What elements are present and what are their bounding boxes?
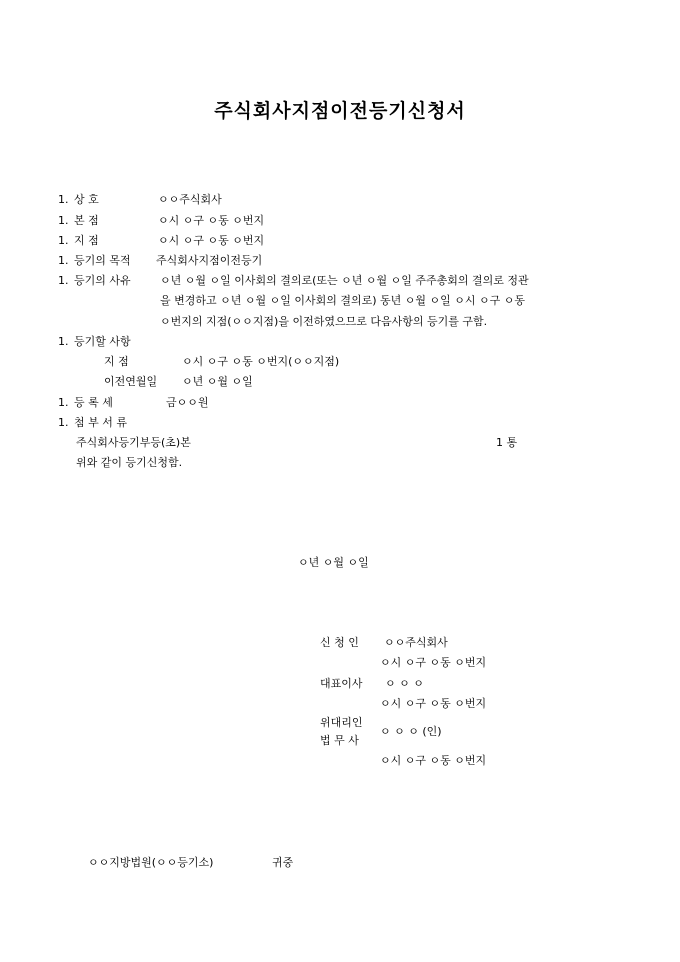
representative-name: ㅇ ㅇ ㅇ [385, 677, 424, 690]
matters-branch-label: 지 점 [104, 355, 129, 368]
tax-label: 등 록 세 [74, 396, 113, 409]
applicant-name: ㅇㅇ주식회사 [384, 636, 448, 649]
court-suffix: 귀중 [272, 856, 294, 869]
agent-name: ㅇ ㅇ ㅇ (인) [380, 725, 442, 738]
item-bullet: 1. [58, 274, 69, 287]
branch-value: ㅇ시 ㅇ구 ㅇ동 ㅇ번지 [158, 234, 265, 247]
branch-label: 지 점 [74, 234, 99, 247]
item-bullet: 1. [58, 193, 69, 206]
attachment-document: 주식회사등기부등(초)본 [76, 436, 191, 449]
court-name: ㅇㅇ지방법원(ㅇㅇ등기소) [88, 856, 214, 869]
cause-line-3: ㅇ번지의 지점(ㅇㅇ지점)을 이전하였으므로 다음사항의 등기를 구함. [160, 315, 488, 328]
head-office-value: ㅇ시 ㅇ구 ㅇ동 ㅇ번지 [158, 214, 265, 227]
application-date: ㅇ년 ㅇ월 ㅇ일 [298, 556, 369, 569]
closing-statement: 위와 같이 등기신청함. [76, 456, 183, 469]
trade-name-label: 상 호 [74, 193, 99, 206]
agent-address: ㅇ시 ㅇ구 ㅇ동 ㅇ번지 [380, 754, 487, 767]
cause-line-2: 을 변경하고 ㅇ년 ㅇ월 ㅇ일 이사회의 결의로) 동년 ㅇ월 ㅇ일 ㅇ시 ㅇ구 ㅇ동 [160, 294, 526, 307]
head-office-label: 본 점 [74, 214, 99, 227]
matters-label: 등기할 사항 [74, 335, 131, 348]
item-bullet: 1. [58, 396, 69, 409]
representative-address: ㅇ시 ㅇ구 ㅇ동 ㅇ번지 [380, 697, 487, 710]
matters-branch-value: ㅇ시 ㅇ구 ㅇ동 ㅇ번지(ㅇㅇ지점) [182, 355, 340, 368]
agent-label-1: 위대리인 [320, 716, 363, 729]
item-bullet: 1. [58, 416, 69, 429]
applicant-label: 신 청 인 [320, 636, 359, 649]
cause-line-1: ㅇ년 ㅇ월 ㅇ일 이사회의 결의로(또는 ㅇ년 ㅇ월 ㅇ일 주주총회의 결의로 정관 [160, 274, 529, 287]
matters-date-label: 이전연월일 [104, 375, 158, 388]
cause-label: 등기의 사유 [74, 274, 131, 287]
item-bullet: 1. [58, 335, 69, 348]
purpose-value: 주식회사지점이전등기 [156, 254, 263, 267]
attachments-label: 첨 부 서 류 [74, 416, 127, 429]
item-bullet: 1. [58, 254, 69, 267]
matters-date-value: ㅇ년 ㅇ월 ㅇ일 [182, 375, 253, 388]
trade-name-value: ㅇㅇ주식회사 [158, 193, 222, 206]
representative-label: 대표이사 [320, 677, 363, 690]
document-title: 주식회사지점이전등기신청서 [214, 100, 466, 122]
purpose-label: 등기의 목적 [74, 254, 131, 267]
agent-label-2: 법 무 사 [320, 734, 359, 747]
item-bullet: 1. [58, 214, 69, 227]
tax-value: 금ㅇㅇ원 [166, 396, 209, 409]
item-bullet: 1. [58, 234, 69, 247]
attachment-count: 1 통 [496, 436, 518, 449]
applicant-address: ㅇ시 ㅇ구 ㅇ동 ㅇ번지 [380, 656, 487, 669]
